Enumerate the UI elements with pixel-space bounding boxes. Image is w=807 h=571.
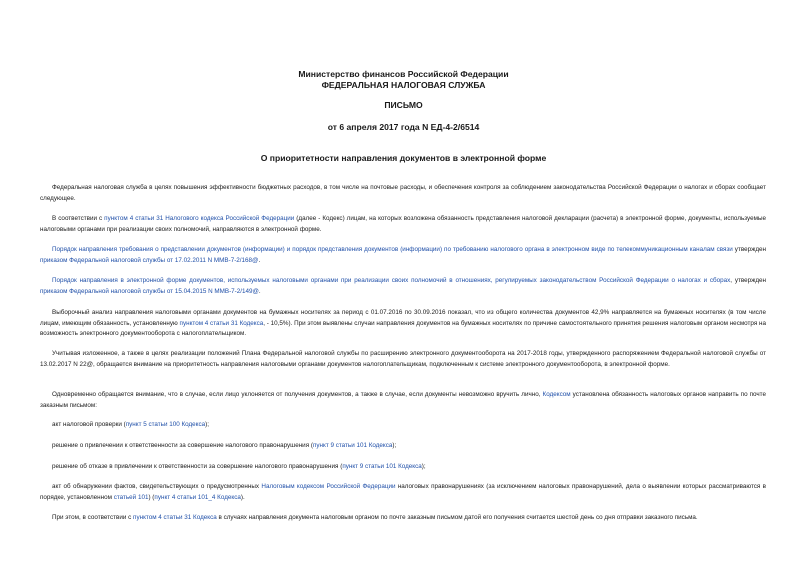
list-item [40, 482, 766, 503]
list-item-text: налоговых правонарушениях (за исключением налоговых правонарушений, дела о выявлении которых рассматриваются в порядке, установленном [40, 483, 766, 501]
order-link[interactable]: приказом Федеральной налоговой службы от 15.04.2015 N ММВ-7-2/149@ [40, 287, 259, 295]
tax-code-link[interactable]: статьей 101 [113, 493, 149, 501]
paragraph-text: При этом, в соответствии с [52, 514, 134, 521]
tax-code-link[interactable]: Налоговым кодексом Российской Федерации [261, 483, 396, 490]
list-item [40, 441, 766, 452]
paragraph-text: Учитывая изложенное, а также в целях реализации положений Плана Федеральной налоговой службы по расширению электронного документооборота на 2017-2018 годы, утвержденного распоряжением Федеральной налоговой службы от 13.02.2017 N 22@, обращается внимание на приоритетность направления налоговыми органами документов налогоплательщикам, подключенным к системе электронного документооборота, в электронной форме. [40, 350, 766, 368]
paragraph-1 [40, 183, 766, 204]
doc-type: ПИСЬМО [384, 100, 423, 110]
list-item-text: ) ( [148, 493, 155, 501]
tax-code-link[interactable]: пунктом 4 статьи 31 Кодекса [179, 319, 264, 327]
list-item-text: ); [421, 463, 426, 470]
paragraph-2 [40, 214, 766, 235]
tax-code-link[interactable]: пункт 4 статьи 101_4 Кодекса [154, 493, 241, 501]
paragraph-text: . [258, 287, 261, 295]
ministry-title: Министерство финансов Российской Федерации [298, 69, 509, 79]
paragraph-8 [40, 513, 766, 524]
list-item [40, 462, 766, 473]
paragraph-text: . [258, 256, 261, 264]
paragraph-text: утвержден [732, 246, 766, 253]
tax-code-link[interactable]: Кодексом [542, 391, 571, 398]
order-link[interactable]: приказом Федеральной налоговой службы от 17.02.2011 N ММВ-7-2/168@ [40, 256, 259, 264]
paragraph-4 [40, 276, 766, 297]
list-item-text: решение о привлечении к ответственности за совершение налогового правонарушения ( [52, 442, 313, 449]
tax-code-link[interactable]: пункт 9 статьи 101 Кодекса [342, 463, 422, 470]
doc-subject: О приоритетности направления документов в электронной форме [260, 153, 547, 163]
list-item-text: акт налоговой проверки ( [52, 421, 126, 428]
paragraph-text: в случаях направления документа налоговым органом по почте заказным письмом датой его получения считается шестой день со дня отправки заказного письма. [216, 514, 698, 521]
paragraph-5 [40, 308, 766, 340]
paragraph-text: (далее - Кодекс) лицам, на которых возложена обязанность представления налоговой декларации (расчета) в электронной форме, документы, используемые налоговыми органами при реализации своих полномочий, направляются в электронной форме. [40, 215, 766, 233]
paragraph-6 [40, 349, 766, 370]
paragraph-7 [40, 390, 766, 411]
tax-code-link[interactable]: пункт 5 статьи 100 Кодекса [125, 421, 206, 428]
paragraph-text: , - 10,5%). При этом выявлены случаи направления документов на бумажных носителях по причине самостоятельного принятия решения налоговым органом несмотря на возможность электронного документооборота с налогоплательщиком. [40, 319, 766, 337]
procedure-link[interactable]: Порядок направления требования о представлении документов (информации) и порядок представления документов (информации) по требованию налогового органа в электронном виде по телекоммуникационным каналам связи [52, 246, 733, 253]
service-title: ФЕДЕРАЛЬНАЯ НАЛОГОВАЯ СЛУЖБА [321, 80, 486, 90]
paragraph-text: Федеральная налоговая служба в целях повышения эффективности бюджетных расходов, в том числе на почтовые расходы, и обеспечения контроля за соблюдением законодательства Российской Федерации о налогах и сборах сообщает следующее. [40, 184, 766, 202]
paragraph-text: В соответствии с [52, 215, 105, 222]
list-item-text: ); [205, 421, 210, 428]
paragraph-text: установлена обязанность налоговых органов направить по почте заказным письмом: [40, 391, 766, 409]
list-item-text: акт об обнаружении фактов, свидетельствующих о предусмотренных [52, 483, 262, 490]
tax-code-link[interactable]: пунктом 4 статьи 31 Налогового кодекса Российской Федерации [104, 215, 295, 222]
list-item [40, 420, 766, 431]
paragraph-text: Выборочный анализ направления налоговыми органами документов на бумажных носителях за период с 01.07.2016 по 30.09.2016 показал, что из общего количества документов 42,9% направляется на бумажных носителях (в том числе лицам, имеющим обязанность, установленную [40, 309, 766, 327]
tax-code-link[interactable]: пунктом 4 статьи 31 Кодекса [133, 514, 217, 521]
list-item-text: ); [392, 442, 397, 449]
doc-date-number: от 6 апреля 2017 года N ЕД-4-2/6514 [327, 122, 480, 132]
tax-code-link[interactable]: пункт 9 статьи 101 Кодекса [312, 442, 393, 449]
paragraph-text: , утвержден [730, 277, 766, 284]
procedure-link[interactable]: Порядок направления в электронной форме документов, используемых налоговыми органами при реализации своих полномочий в отношениях, регулируемых законодательством Российской Федерации о налогах и сборах [52, 277, 731, 284]
paragraph-3 [40, 245, 766, 266]
list-item-text: ). [240, 493, 245, 501]
paragraph-text: Одновременно обращается внимание, что в случае, если лицо уклоняется от получения документов, а также в случае, если документы невозможно вручить лично, [52, 391, 543, 398]
list-item-text: решение об отказе в привлечении к ответственности за совершение налогового правонарушения ( [52, 463, 343, 470]
